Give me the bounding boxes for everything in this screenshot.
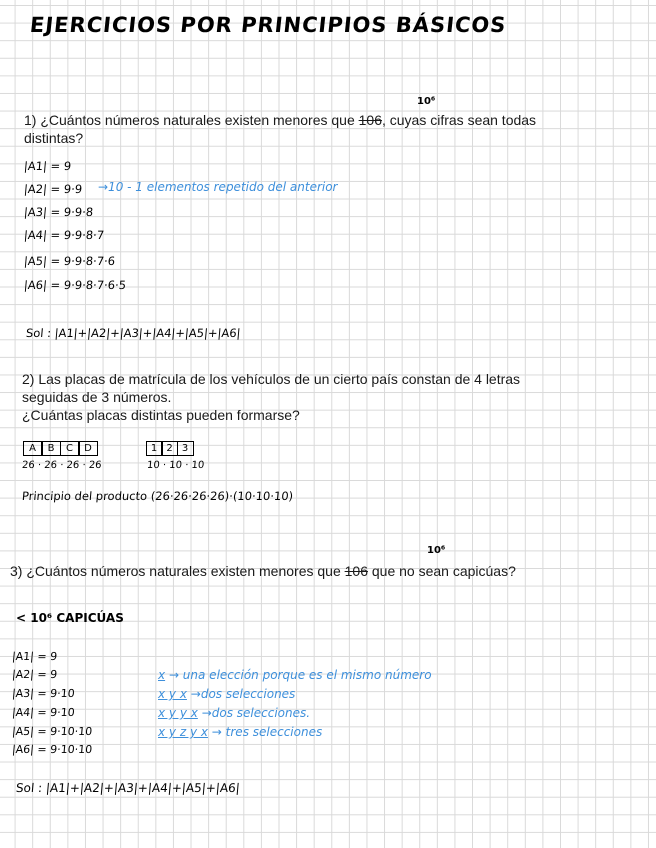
ex3-solution: Sol : |A1|+|A2|+|A3|+|A4|+|A5|+|A6| — [15, 781, 241, 795]
digit-box: 1 — [146, 441, 163, 456]
ex3-question-part-a: 3) ¿Cuántos números naturales existen menores que — [10, 563, 345, 579]
ex3-row: |A1| = 9 — [11, 650, 58, 663]
page-title: EJERCICIOS POR PRINCIPIOS BÁSICOS — [28, 13, 508, 37]
ex2-principle: Principio del producto (26·26·26·26)·(10·10·10) — [21, 489, 294, 503]
ex3-note — [158, 668, 432, 682]
ex1-struck-number: 106 — [358, 112, 382, 128]
ex1-question-line2: distintas? — [24, 130, 84, 146]
ex3-note — [158, 687, 295, 701]
ex3-note-marks: x y z y x — [158, 725, 208, 739]
letter-box: B — [41, 441, 61, 456]
exponent-annotation-1: 10⁶ — [417, 96, 436, 107]
ex3-question — [10, 562, 516, 580]
ex3-row: |A2| = 9 — [11, 668, 58, 681]
ex3-note — [158, 725, 322, 739]
ex2-question-line2: seguidas de 3 números. — [22, 389, 172, 405]
digit-box: 3 — [177, 441, 194, 456]
ex1-solution: Sol : |A1|+|A2|+|A3|+|A4|+|A5|+|A6| — [25, 326, 242, 340]
ex3-note-text: →dos selecciones. — [201, 706, 311, 720]
digits-boxes — [147, 441, 194, 456]
ex1-question — [24, 111, 536, 129]
ex3-note-text: → tres selecciones — [211, 725, 323, 739]
letter-box: A — [23, 441, 43, 456]
ex1-row: |A6| = 9·9·8·7·6·5 — [23, 278, 127, 292]
ex3-row: |A4| = 9·10 — [11, 706, 76, 719]
letters-count: 26 · 26 · 26 · 26 — [21, 460, 102, 471]
ex1-row: |A2| = 9·9 — [23, 182, 83, 196]
ex3-row: |A5| = 9·10·10 — [11, 725, 93, 738]
ex3-subheading: < 10⁶ CAPICÚAS — [16, 611, 124, 625]
ex3-note-marks: x — [158, 668, 166, 682]
digits-count: 10 · 10 · 10 — [146, 460, 205, 471]
digit-box: 2 — [161, 441, 178, 456]
ex1-question-part-a: 1) ¿Cuántos números naturales existen menores que — [24, 112, 359, 128]
ex1-note: →10 - 1 elementos repetido del anterior — [98, 180, 338, 194]
ex3-note-text: → una elección porque es el mismo número — [168, 668, 432, 682]
ex3-note-marks: x y x — [158, 687, 187, 701]
ex1-row: |A4| = 9·9·8·7 — [23, 228, 105, 242]
ex3-question-part-b: que no sean capicúas? — [367, 563, 516, 579]
ex2-question-line3: ¿Cuántas placas distintas pueden formarse? — [22, 407, 300, 423]
ex3-note — [158, 706, 310, 720]
exponent-annotation-3: 10⁶ — [427, 545, 446, 556]
ex3-row: |A3| = 9·10 — [11, 687, 76, 700]
ex3-note-marks: x y y x — [158, 706, 198, 720]
letter-box: D — [78, 441, 98, 456]
ex1-row: |A3| = 9·9·8 — [23, 205, 94, 219]
ex1-row: |A5| = 9·9·8·7·6 — [23, 254, 116, 268]
ex2-question-line1: 2) Las placas de matrícula de los vehículos de un cierto país constan de 4 letras — [22, 371, 521, 387]
ex3-struck-number: 106 — [344, 563, 368, 579]
ex1-question-part-b: , cuyas cifras sean todas — [381, 112, 537, 128]
letter-box: C — [60, 441, 80, 456]
letters-boxes — [24, 441, 98, 456]
ex3-note-text: →dos selecciones — [190, 687, 296, 701]
ex3-row: |A6| = 9·10·10 — [11, 743, 93, 756]
ex1-row: |A1| = 9 — [23, 159, 72, 173]
